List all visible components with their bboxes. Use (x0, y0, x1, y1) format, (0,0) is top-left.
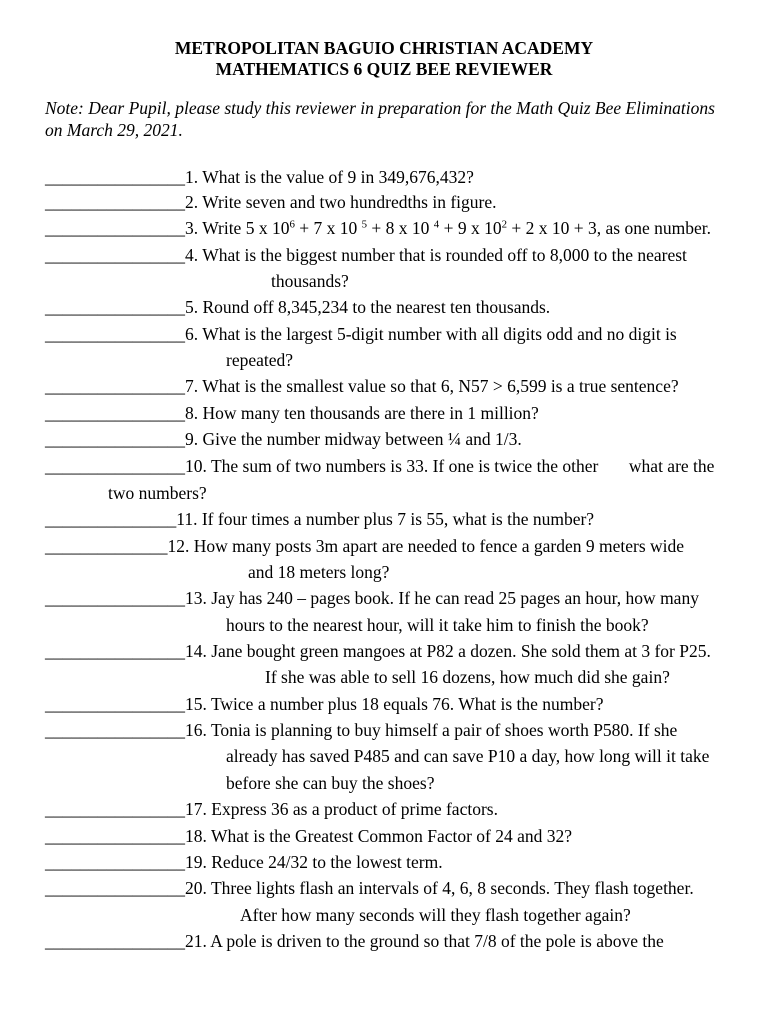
question-text: What is the Greatest Common Factor of 24 and 32? (210, 826, 573, 846)
answer-blank: ________________ (45, 694, 185, 714)
answer-blank: ________________ (45, 218, 185, 238)
question-line (45, 720, 677, 740)
answer-blank: ________________ (45, 720, 185, 740)
question-number: 18. (185, 826, 207, 846)
question-line (45, 218, 711, 238)
question-text: Three lights flash an intervals of 4, 6, 8 seconds. They flash together. (210, 878, 694, 898)
answer-blank: ________________ (45, 456, 185, 476)
question-line (45, 324, 677, 344)
exponent: 2 (501, 218, 508, 231)
question-text: The sum of two numbers is 33. If one is twice the other what are the (210, 456, 715, 476)
question-number: 10. (185, 456, 207, 476)
note-text: Note: Dear Pupil, please study this reviewer in preparation for the Math Quiz Bee Eliminations on March 29, 2021. (45, 98, 715, 140)
question-text-continuation: After how many seconds will they flash together again? (240, 905, 631, 925)
question-text (202, 218, 711, 238)
question-line (45, 588, 699, 608)
question-number: 1. (185, 167, 199, 187)
answer-blank: ________________ (45, 931, 185, 951)
answer-blank: _______________ (45, 509, 177, 529)
reviewer-title: MATHEMATICS 6 QUIZ BEE REVIEWER (215, 59, 553, 79)
question-text: Tonia is planning to buy himself a pair of shoes worth P580. If she (210, 720, 678, 740)
question-text: How many posts 3m apart are needed to fence a garden 9 meters wide (193, 536, 685, 556)
answer-blank: ________________ (45, 297, 185, 317)
question-line (45, 536, 684, 556)
question-text: If four times a number plus 7 is 55, what is the number? (201, 509, 595, 529)
answer-blank: ________________ (45, 376, 185, 396)
answer-blank: ________________ (45, 324, 185, 344)
question-number: 14. (185, 641, 207, 661)
question-text-continuation: and 18 meters long? (248, 562, 390, 582)
question-text-continuation: two numbers? (108, 483, 207, 503)
question-number: 15. (185, 694, 207, 714)
expression-part: Write 5 x 10 (202, 218, 290, 238)
question-number: 21. (185, 931, 207, 951)
question-text: What is the biggest number that is rounded off to 8,000 to the nearest (202, 245, 687, 265)
question-number: 11. (176, 509, 198, 529)
answer-blank: ________________ (45, 192, 185, 212)
question-number: 5. (185, 297, 199, 317)
answer-blank: ________________ (45, 245, 185, 265)
question-text-continuation: If she was able to sell 16 dozens, how much did she gain? (265, 667, 670, 687)
question-text: How many ten thousands are there in 1 million? (202, 403, 539, 423)
school-name: METROPOLITAN BAGUIO CHRISTIAN ACADEMY (174, 38, 594, 58)
question-line (45, 509, 594, 529)
question-line (45, 376, 679, 396)
question-number: 20. (185, 878, 207, 898)
question-number: 6. (185, 324, 199, 344)
question-number: 16. (185, 720, 207, 740)
question-text: Jane bought green mangoes at P82 a dozen. She sold them at 3 for P25. (211, 641, 711, 661)
answer-blank: ________________ (45, 167, 185, 187)
question-number: 12. (167, 536, 190, 556)
question-text: A pole is driven to the ground so that 7/8 of the pole is above the (210, 931, 664, 951)
question-number: 2. (185, 192, 199, 212)
question-number: 19. (185, 852, 207, 872)
question-line (45, 429, 522, 449)
question-number: 7. (185, 376, 199, 396)
answer-blank: ________________ (45, 429, 185, 449)
answer-blank: ________________ (45, 588, 185, 608)
question-text: Give the number midway between ¼ and 1/3. (202, 429, 522, 449)
question-text-continuation: thousands? (271, 271, 349, 291)
question-text-continuation: repeated? (226, 350, 294, 370)
question-line (45, 245, 687, 265)
question-text: Round off 8,345,234 to the nearest ten thousands. (202, 297, 551, 317)
question-line (45, 641, 711, 661)
question-text: Twice a number plus 18 equals 76. What is the number? (210, 694, 604, 714)
question-number: 17. (185, 799, 207, 819)
expression-part: + 2 x 10 + 3, as one number. (507, 218, 711, 238)
question-text: What is the largest 5-digit number with all digits odd and no digit is (202, 324, 677, 344)
question-line (45, 799, 498, 819)
question-number: 9. (185, 429, 199, 449)
question-number: 13. (185, 588, 207, 608)
question-line (45, 403, 539, 423)
question-text: What is the value of 9 in 349,676,432? (202, 167, 474, 187)
question-text-continuation: before she can buy the shoes? (226, 773, 435, 793)
question-text-continuation: already has saved P485 and can save P10 a day, how long will it take (226, 746, 710, 766)
question-number: 4. (185, 245, 199, 265)
expression-part: + 9 x 10 (439, 218, 502, 238)
answer-blank: ________________ (45, 826, 185, 846)
exponent: 6 (289, 218, 295, 231)
answer-blank: ________________ (45, 641, 185, 661)
expression-part: + 8 x 10 (367, 218, 434, 238)
answer-blank: ________________ (45, 852, 185, 872)
expression-part: + 7 x 10 (294, 218, 362, 238)
answer-blank: ________________ (45, 799, 185, 819)
question-line (45, 852, 443, 872)
question-number: 3. (185, 218, 199, 238)
question-line (45, 931, 664, 951)
answer-blank: ________________ (45, 403, 185, 423)
question-line (45, 297, 550, 317)
question-line (45, 192, 496, 212)
question-text: Express 36 as a product of prime factors. (211, 799, 498, 819)
question-line (45, 878, 694, 898)
question-text-continuation: hours to the nearest hour, will it take him to finish the book? (226, 615, 649, 635)
exponent: 4 (433, 218, 440, 231)
question-line (45, 694, 604, 714)
question-number: 8. (185, 403, 199, 423)
question-text: Reduce 24/32 to the lowest term. (211, 852, 443, 872)
question-text: Write seven and two hundredths in figure. (202, 192, 497, 212)
answer-blank: ______________ (45, 536, 168, 556)
exponent: 5 (361, 218, 368, 231)
question-text: What is the smallest value so that 6, N57 > 6,599 is a true sentence? (202, 376, 679, 396)
question-line (45, 167, 474, 187)
question-text: Jay has 240 – pages book. If he can read 25 pages an hour, how many (211, 588, 699, 608)
question-line (45, 456, 714, 476)
question-line (45, 826, 572, 846)
answer-blank: ________________ (45, 878, 185, 898)
